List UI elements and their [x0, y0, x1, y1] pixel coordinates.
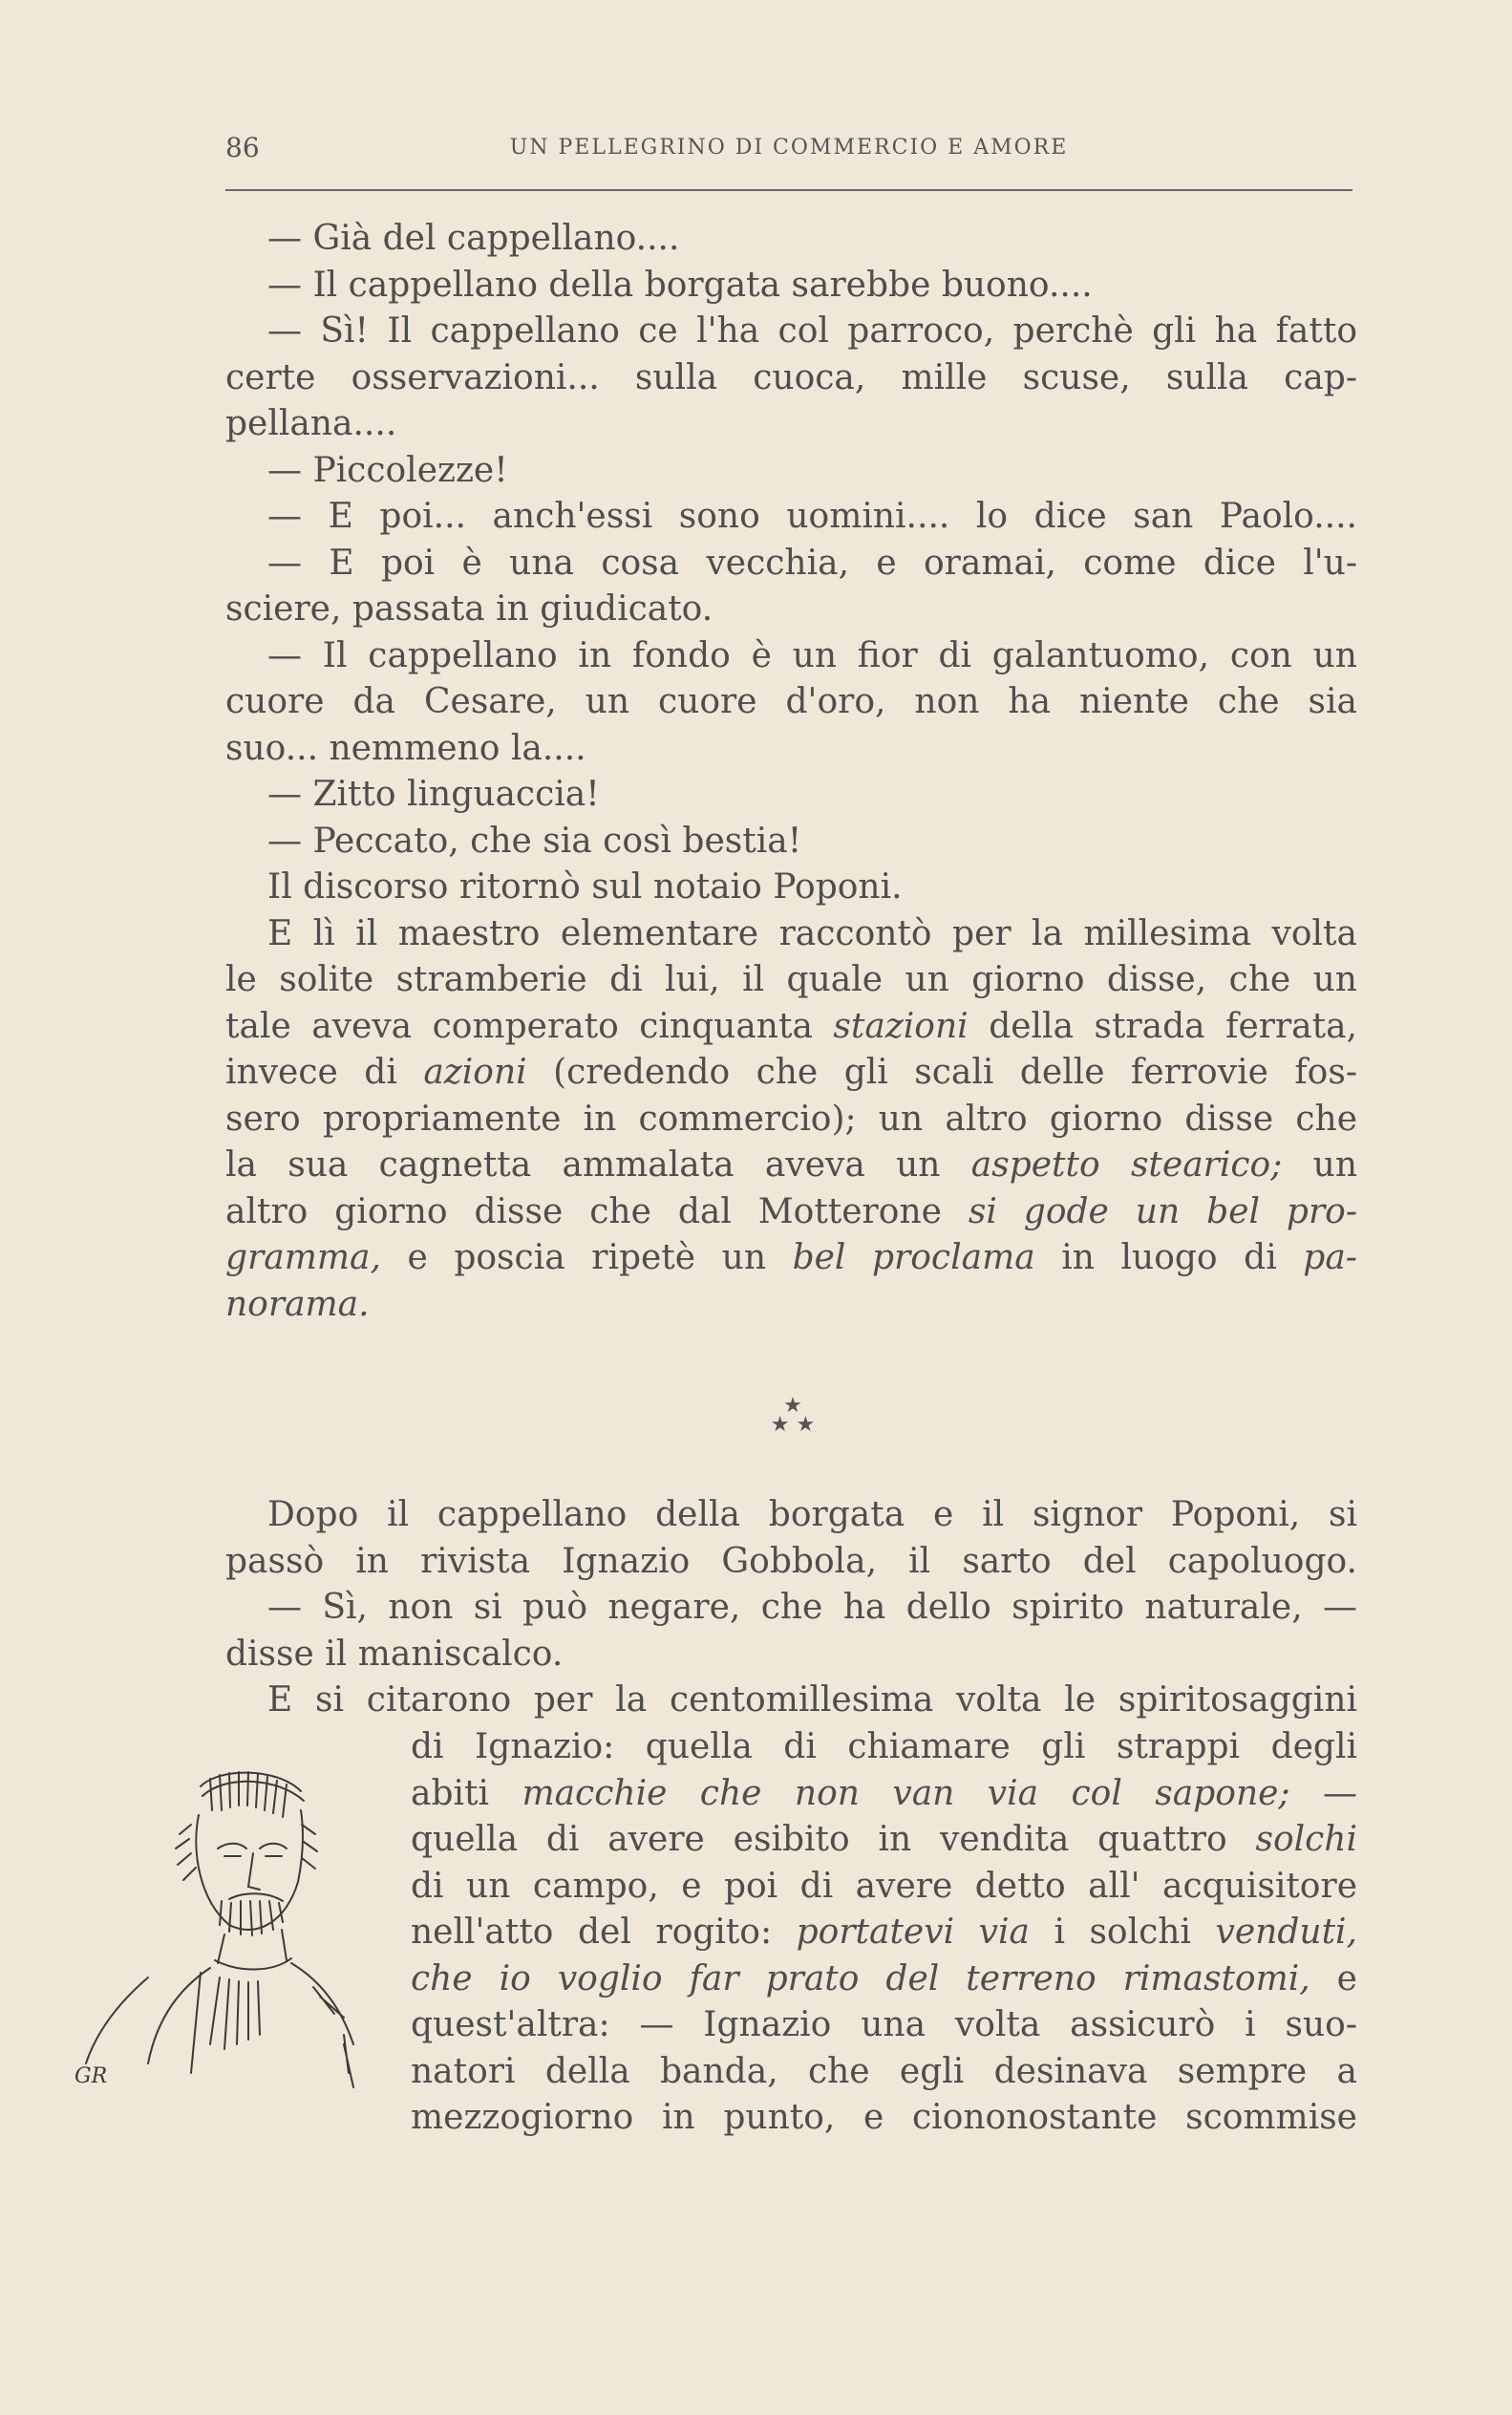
italic-term: si gode un bel pro- — [968, 1191, 1357, 1231]
text-line: Dopo il cappellano della borgata e il signor Poponi, si — [267, 1495, 1357, 1534]
text-line: abiti macchie che non van via col sapone; — — [411, 1773, 1357, 1813]
text-line: — Il cappellano della borgata sarebbe buono.... — [267, 265, 1093, 305]
italic-term: che io voglio far prato del terreno rimastomi, — [411, 1958, 1310, 1998]
italic-term: norama. — [225, 1284, 370, 1324]
italic-term: stazioni — [833, 1006, 969, 1046]
italic-term: pa- — [1303, 1238, 1357, 1277]
text-line: quella di avere esibito in vendita quattro solchi — [411, 1820, 1357, 1859]
text-line: quest'altra: — Ignazio una volta assicurò i suo- — [411, 2005, 1357, 2044]
text-line: — Il cappellano in fondo è un fior di galantuomo, con un — [267, 635, 1357, 675]
text-line: — Peccato, che sia così bestia! — [267, 821, 802, 861]
italic-term: gramma, — [225, 1238, 381, 1277]
italic-term: solchi — [1255, 1820, 1357, 1859]
text-line: — Piccolezze! — [267, 450, 508, 490]
text-line — [225, 1282, 1357, 1329]
italic-term: aspetto stearico; — [970, 1145, 1283, 1185]
text-line: natori della banda, che egli desinava sempre a — [411, 2051, 1357, 2091]
text-line: Il discorso ritornò sul notaio Poponi. — [267, 867, 903, 907]
header-rule — [225, 189, 1352, 191]
wrapped-text-section — [411, 1724, 1357, 2142]
text-line: la sua cagnetta ammalata aveva un aspetto stearico; un — [225, 1145, 1358, 1185]
asterism-top-star: ★ — [783, 1394, 802, 1418]
text-line: sciere, passata in giudicato. — [225, 589, 713, 629]
text-line: altro giorno disse che dal Motterone si gode un bel pro- — [225, 1191, 1357, 1231]
section-asterism — [745, 1394, 841, 1454]
running-title: UN PELLEGRINO DI COMMERCIO E AMORE — [509, 136, 1069, 160]
text-line: gramma, e poscia ripetè un bel proclama in luogo di pa- — [225, 1238, 1357, 1277]
text-line: che io voglio far prato del terreno rimastomi, e — [411, 1958, 1357, 1998]
text-line: — E poi è una cosa vecchia, e oramai, come dice l'u- — [267, 543, 1357, 583]
narrative-section — [225, 1492, 1357, 1724]
page-number: 86 — [225, 132, 260, 163]
italic-term: venduti, — [1215, 1913, 1357, 1952]
dialogue-section — [225, 216, 1357, 1328]
text-line: — E poi... anch'essi sono uomini.... lo dice san Paolo.... — [267, 497, 1357, 536]
text-line: pellana.... — [225, 404, 397, 443]
text-line: mezzogiorno in punto, e ciononostante scommise — [411, 2098, 1357, 2137]
text-line: disse il maniscalco. — [225, 1634, 564, 1674]
text-line: cuore da Cesare, un cuore d'oro, non ha niente che sia — [225, 682, 1357, 721]
text-line: — Sì! Il cappellano ce l'ha col parroco, perchè gli ha fatto — [267, 311, 1357, 351]
asterism-bottom-stars: ★ ★ — [770, 1413, 816, 1437]
text-line: nell'atto del rogito: portatevi via i solchi venduti, — [411, 1913, 1357, 1952]
text-line: di Ignazio: quella di chiamare gli strappi degli — [411, 1727, 1357, 1766]
monogram-signature: GR — [75, 2064, 108, 2088]
text-line: passò in rivista Ignazio Gobbola, il sarto del capoluogo. — [225, 1541, 1357, 1581]
text-line: E si citarono per la centomillesima volta le spiritosaggini — [267, 1680, 1357, 1720]
text-line: — Già del cappellano.... — [267, 219, 680, 258]
italic-term: bel proclama — [792, 1238, 1035, 1277]
text-line: sero propriamente in commercio); un altro giorno disse che — [225, 1099, 1357, 1139]
text-line: suo... nemmeno la.... — [225, 728, 586, 768]
italic-term: portatevi via — [796, 1913, 1030, 1952]
text-line: E lì il maestro elementare raccontò per la millesima volta — [267, 913, 1357, 953]
text-line: tale aveva comperato cinquanta stazioni della strada ferrata, — [225, 1006, 1358, 1046]
italic-term: azioni — [423, 1053, 527, 1092]
text-line: le solite stramberie di lui, il quale un giorno disse, che un — [225, 960, 1357, 999]
portrait-sketch-illustration — [57, 1758, 373, 2121]
page-header — [225, 132, 1352, 170]
text-line: di un campo, e poi di avere detto all' acquisitore — [411, 1866, 1357, 1906]
italic-term: macchie che non van via col sapone; — [522, 1773, 1290, 1813]
text-line: invece di azioni (credendo che gli scali delle ferrovie fos- — [225, 1053, 1357, 1092]
text-line: — Sì, non si può negare, che ha dello spirito naturale, — — [267, 1588, 1357, 1627]
text-line: — Zitto linguaccia! — [267, 775, 600, 814]
text-line: certe osservazioni... sulla cuoca, mille scuse, sulla cap- — [225, 357, 1357, 397]
